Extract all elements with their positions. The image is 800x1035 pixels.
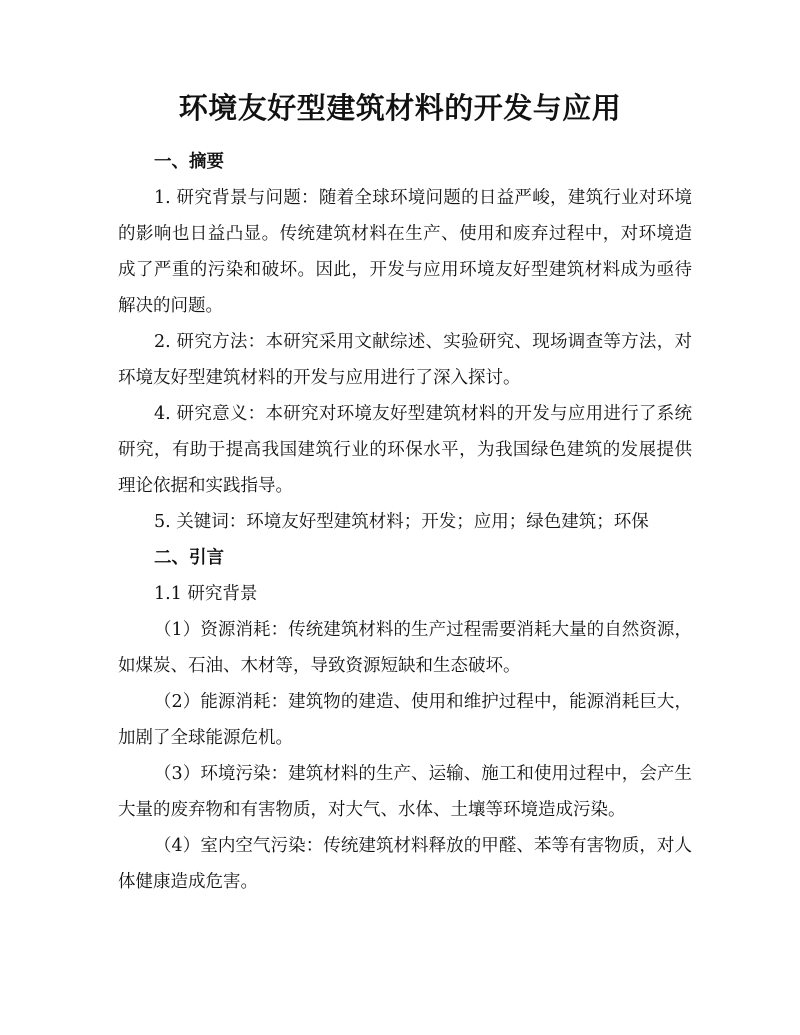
abstract-paragraph-method: 2. 研究方法：本研究采用文献综述、实验研究、现场调查等方法，对环境友好型建筑材料的开发与应用进行了深入探讨。 xyxy=(118,332,692,388)
intro-paragraph-indoor-air: （4）室内空气污染：传统建筑材料释放的甲醛、苯等有害物质，对人体健康造成危害。 xyxy=(118,836,692,892)
intro-subheading: 1.1 研究背景 xyxy=(154,584,258,604)
abstract-paragraph-background: 1. 研究背景与问题：随着全球环境问题的日益严峻，建筑行业对环境的影响也日益凸显。传统建筑材料在生产、使用和废弃过程中，对环境造成了严重的污染和破坏。因此，开发与应用环境友好型建筑材料成为亟待解决的问题。 xyxy=(118,188,692,316)
document-title: 环境友好型建筑材料的开发与应用 xyxy=(178,91,622,125)
document-body xyxy=(118,144,692,900)
intro-paragraph-resource: （1）资源消耗：传统建筑材料的生产过程需要消耗大量的自然资源，如煤炭、石油、木材等，导致资源短缺和生态破坏。 xyxy=(118,620,692,676)
intro-heading: 二、引言 xyxy=(154,548,224,568)
abstract-paragraph-keywords: 5. 关键词：环境友好型建筑材料；开发；应用；绿色建筑；环保 xyxy=(154,512,649,532)
intro-paragraph-energy: （2）能源消耗：建筑物的建造、使用和维护过程中，能源消耗巨大，加剧了全球能源危机。 xyxy=(118,692,692,748)
abstract-paragraph-significance: 4. 研究意义：本研究对环境友好型建筑材料的开发与应用进行了系统研究，有助于提高我国建筑行业的环保水平，为我国绿色建筑的发展提供理论依据和实践指导。 xyxy=(118,404,692,496)
abstract-heading: 一、摘要 xyxy=(154,152,224,172)
intro-paragraph-pollution: （3）环境污染：建筑材料的生产、运输、施工和使用过程中，会产生大量的废弃物和有害物质，对大气、水体、土壤等环境造成污染。 xyxy=(118,764,692,820)
